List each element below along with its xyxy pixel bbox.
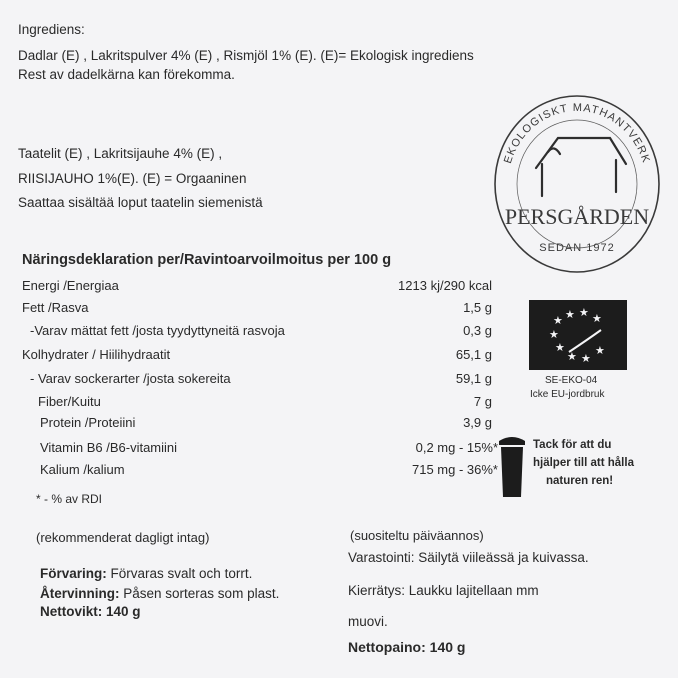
recycling-text: Påsen sorteras som plast.: [123, 586, 280, 601]
svg-text:★: ★: [579, 306, 589, 319]
recycling-fi-line1: Kierrätys: Laukku lajitellaan mm: [348, 583, 539, 598]
svg-text:★: ★: [581, 352, 591, 365]
nutrition-label: Kolhydrater / Hiilihydraatit: [22, 347, 171, 362]
storage-label: Förvaring:: [40, 566, 107, 581]
nutrition-label: Energi /Energiaa: [22, 278, 119, 293]
storage-fi: Varastointi: Säilytä viileässä ja kuivassa.: [348, 550, 589, 565]
house-icon: [536, 138, 626, 196]
nutrition-heading: Näringsdeklaration per/Ravintoarvoilmoitus per 100 g: [22, 252, 392, 268]
rdi-note-sv: (rekommenderat dagligt intag): [36, 530, 210, 545]
nutrition-label: -Varav mättat fett /josta tyydyttyneitä rasvoja: [30, 323, 285, 338]
net-weight-value: 140 g: [106, 604, 141, 619]
nutrition-row: [22, 347, 492, 365]
recycling-label: Återvinning:: [40, 586, 120, 601]
nutrition-row: [22, 323, 492, 341]
nutrition-label: Fiber/Kuitu: [38, 394, 101, 409]
net-weight-label: Nettovikt:: [40, 604, 103, 619]
svg-text:EKOLOGISKT MATHANTVERK: [502, 102, 652, 165]
recycling-sv: [40, 586, 279, 601]
seal-name: PERSGÅRDEN: [504, 204, 650, 229]
seal-top-text: EKOLOGISKT MATHANTVERK: [501, 101, 653, 166]
svg-text:★: ★: [567, 350, 577, 363]
nutrition-value: 1,5 g: [463, 300, 492, 315]
recycle-message-line3: naturen ren!: [546, 475, 614, 487]
rdi-note: * - % av RDI: [36, 492, 103, 506]
svg-text:★: ★: [553, 314, 563, 327]
nutrition-row: [22, 462, 498, 480]
recycle-message-line1: Tack för att du: [533, 439, 612, 451]
persgarden-seal: [488, 84, 666, 274]
nutrition-label: Protein /Proteiini: [40, 415, 136, 430]
nutrition-label: Fett /Rasva: [22, 300, 89, 315]
net-weight-label: Nettopaino:: [348, 639, 426, 655]
trash-bin-icon: [497, 433, 527, 499]
nutrition-label: - Varav sockerarter /josta sokereita: [30, 371, 231, 386]
ingredients-sv-line1: Dadlar (E) , Lakritspulver 4% (E) , Rismjöl 1% (E). (E)= Ekologisk ingrediens: [18, 48, 474, 63]
nutrition-row: [22, 300, 492, 318]
nutrition-label: Kalium /kalium: [40, 462, 125, 477]
svg-text:★: ★: [595, 344, 605, 357]
ingredients-heading: Ingrediens:: [18, 22, 85, 37]
nutrition-row: [22, 371, 492, 389]
nutrition-row: [22, 278, 492, 296]
nutrition-label: Vitamin B6 /B6-vitamiini: [40, 440, 178, 455]
ingredients-fi-line1: Taatelit (E) , Lakritsijauhe 4% (E) ,: [18, 146, 223, 161]
nutrition-value: 7 g: [473, 394, 492, 409]
rdi-note-fi: (suositeltu päiväannos): [350, 528, 484, 543]
ingredients-sv-line2: Rest av dadelkärna kan förekomma.: [18, 67, 235, 82]
net-weight-fi: [348, 639, 465, 655]
storage-sv: [40, 566, 252, 581]
storage-text: Förvaras svalt och torrt.: [110, 566, 253, 581]
svg-text:★: ★: [555, 341, 565, 354]
nutrition-value: 59,1 g: [455, 371, 492, 386]
nutrition-row: [22, 415, 492, 433]
nutrition-value: 715 mg - 36%*: [412, 462, 498, 477]
eu-organic-logo: [529, 300, 627, 370]
nutrition-value: 0,3 g: [463, 323, 492, 338]
net-weight-value: 140 g: [429, 639, 466, 655]
svg-text:★: ★: [565, 308, 575, 321]
recycling-fi-line2: muovi.: [348, 614, 388, 629]
svg-text:★: ★: [592, 312, 602, 325]
ingredients-fi-line2: RIISIJAUHO 1%(E). (E) = Orgaaninen: [18, 171, 247, 186]
eu-leaf-icon: [529, 300, 627, 370]
svg-text:★: ★: [549, 328, 559, 341]
nutrition-value: 3,9 g: [463, 415, 492, 430]
nutrition-row: [22, 394, 492, 412]
nutrition-value: 0,2 mg - 15%*: [415, 440, 498, 455]
eu-origin: Icke EU-jordbruk: [530, 389, 605, 400]
ingredients-fi-line3: Saattaa sisältää loput taatelin siemenistä: [18, 195, 263, 210]
nutrition-row: [22, 440, 498, 458]
nutrition-value: 65,1 g: [455, 347, 492, 362]
eu-code: SE-EKO-04: [545, 375, 598, 386]
seal-since: SEDAN 1972: [539, 242, 615, 254]
nutrition-value: 1213 kj/290 kcal: [398, 278, 492, 293]
recycle-message-line2: hjälper till att hålla: [533, 457, 634, 469]
net-weight-sv: [40, 604, 141, 619]
